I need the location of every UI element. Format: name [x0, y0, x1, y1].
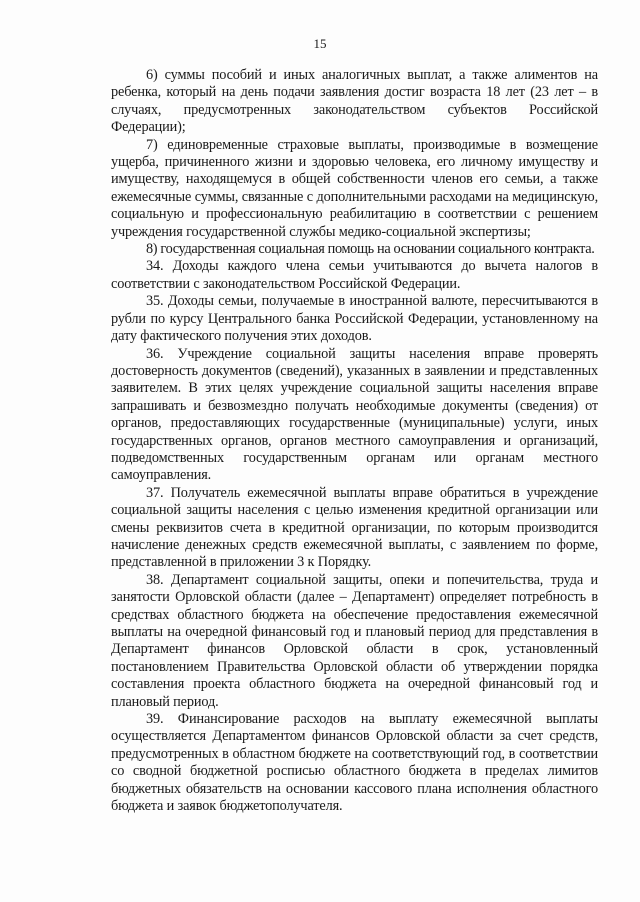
paragraph-38: 38. Департамент социальной защиты, опеки и попечительства, труда и занятости Орловской области (далее – Департамент) определяет потребность в средствах областного бюджета на обеспечение предоставления ежемесячной выплаты на очередной финансовый год и плановый период для представления в Департамент финансов Орловской области в срок, установленный постановлением Правительства Орловской области об утверждении порядка составления проекта областного бюджета на очередной финансовый год и плановый период. [111, 571, 598, 710]
page-number: 15 [313, 36, 327, 51]
paragraph-35: 35. Доходы семьи, получаемые в иностранной валюте, пересчитываются в рубли по курсу Центрального банка Российской Федерации, установленному на дату фактического получения этих доходов. [111, 293, 598, 345]
paragraph-8-social-assistance: 8) государственная социальная помощь на основании социального контракта. [146, 241, 595, 258]
paragraph-39: 39. Финансирование расходов на выплату ежемесячной выплаты осуществляется Департаментом финансов Орловской области за счет средств, предусмотренных в областном бюджете на соответствующий год, в соответствии со сводной бюджетной росписью областного бюджета в пределах лимитов бюджетных обязательств на основании кассового плана исполнения областного бюджета и заявок бюджетополучателя. [111, 711, 598, 815]
paragraph-7-insurance-payments: 7) единовременные страховые выплаты, производимые в возмещение ущерба, причиненного жизни и здоровью человека, его личному имуществу и имуществу, находящемуся в общей собственности членов его семьи, а также ежемесячные суммы, связанные с дополнительными расходами на медицинскую, социальную и профессиональную реабилитацию в соответствии с решением учреждения государственной службы медико-социальной экспертизы; [111, 136, 598, 240]
paragraph-6-benefits: 6) суммы пособий и иных аналогичных выплат, а также алиментов на ребенка, который на день подачи заявления достиг возраста 18 лет (23 лет – в случаях, предусмотренных законодательством субъектов Российской Федерации); [111, 67, 598, 136]
paragraph-37: 37. Получатель ежемесячной выплаты вправе обратиться в учреждение социальной защиты населения с целью изменения кредитной организации или смены реквизитов счета в кредитной организации, по которым производится начисление денежных средств ежемесячной выплаты, с заявлением по форме, представленной в приложении 3 к Порядку. [111, 484, 598, 571]
paragraph-34: 34. Доходы каждого члена семьи учитываются до вычета налогов в соответствии с законодательством Российской Федерации. [111, 258, 598, 292]
document-body [111, 67, 598, 815]
paragraph-36: 36. Учреждение социальной защиты населения вправе проверять достоверность документов (сведений), указанных в заявлении и представленных заявителем. В этих целях учреждение социальной защиты населения вправе запрашивать и безвозмездно получать необходимые документы (сведения) от органов, предоставляющих государственные (муниципальные) услуги, иных государственных органов, органов местного самоуправления и организаций, подведомственных государственным органам или органам местного самоуправления. [111, 345, 598, 484]
